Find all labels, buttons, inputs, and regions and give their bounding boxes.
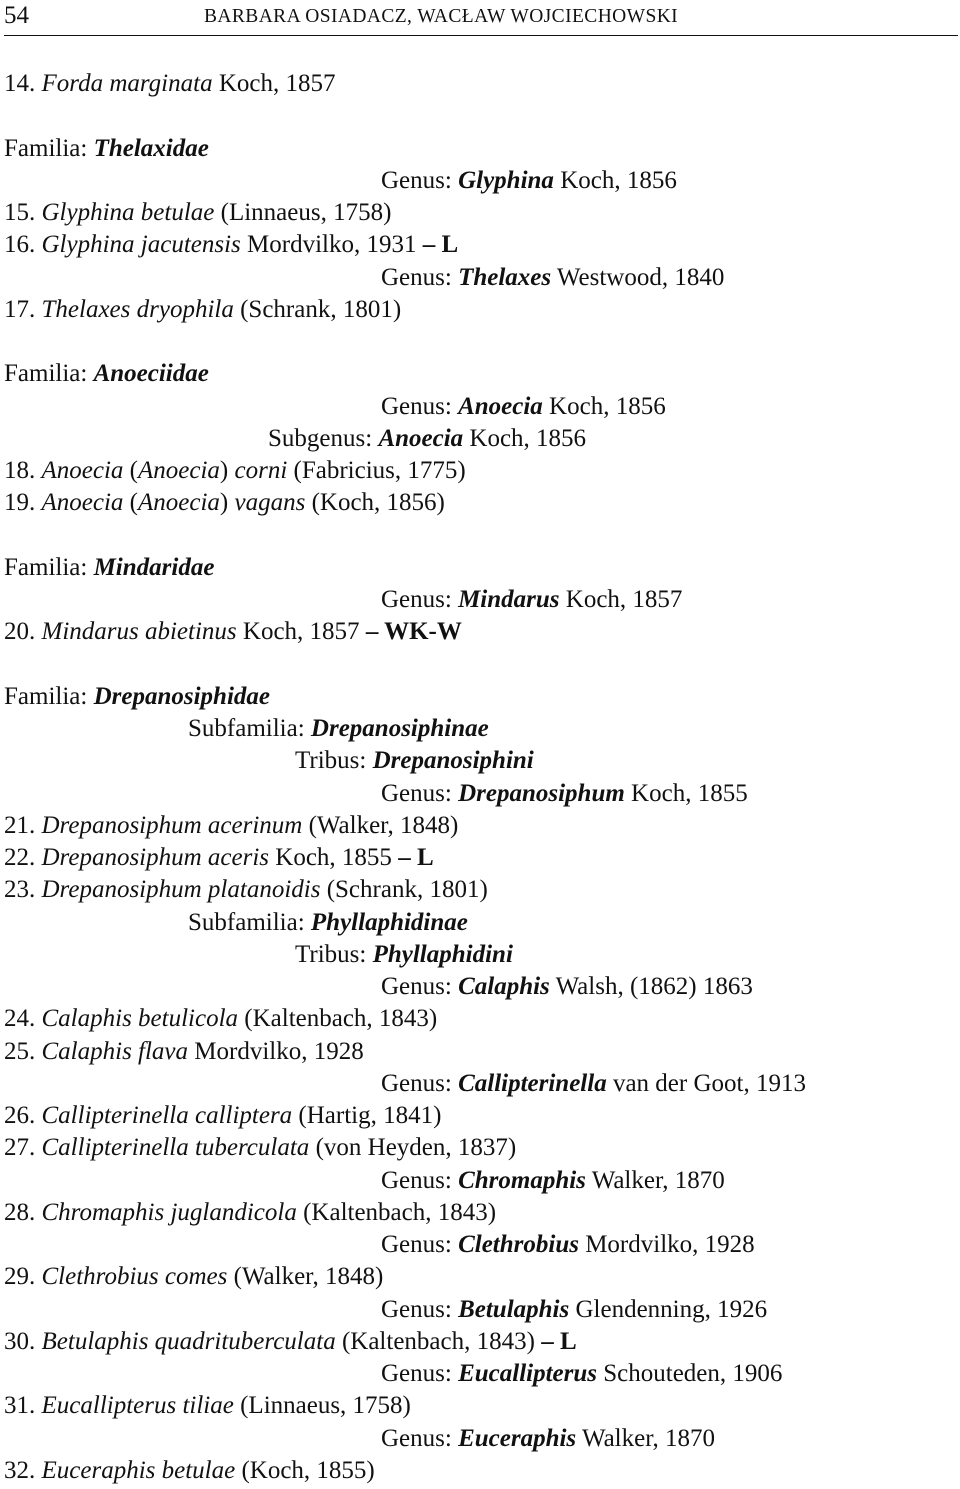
text-run: ) xyxy=(219,489,235,517)
locality-code: – L xyxy=(398,844,434,871)
taxon-name: Calaphis xyxy=(458,973,550,1000)
species-entry xyxy=(4,198,391,228)
text-run: Genus: xyxy=(381,1231,459,1258)
text-run: Koch, 1856 xyxy=(542,392,666,420)
species-entry xyxy=(4,488,445,518)
species-name: Mindarus abietinus xyxy=(41,618,237,646)
species-name: Anoecia xyxy=(41,457,124,484)
text-run: Genus: xyxy=(381,263,459,291)
text-run: Schouteden, 1906 xyxy=(597,1360,783,1387)
taxon-name: Thelaxidae xyxy=(93,134,209,162)
taxon-name: Anoecia xyxy=(458,392,543,420)
species-entry xyxy=(4,1198,496,1228)
text-run: Koch, 1855 xyxy=(624,779,748,807)
genus-heading xyxy=(381,166,677,196)
text-run: 15. xyxy=(4,199,42,226)
text-run: Mordvilko, 1928 xyxy=(578,1231,755,1258)
species-name: Anoecia xyxy=(138,457,220,484)
text-run: (Schrank, 1801) xyxy=(233,295,402,323)
text-run: 16. xyxy=(4,231,42,259)
text-run: 32. xyxy=(4,1456,42,1484)
text-run: Genus: xyxy=(381,392,459,420)
text-run: Mordvilko, 1928 xyxy=(188,1037,364,1065)
taxon-name: Euceraphis xyxy=(458,1424,577,1452)
text-run: Walsh, (1862) 1863 xyxy=(549,973,753,1000)
species-entry xyxy=(4,1133,516,1163)
species-name: corni xyxy=(234,457,288,484)
taxon-name: Mindarus xyxy=(458,586,560,613)
species-name: Clethrobius comes xyxy=(41,1263,228,1291)
species-entry xyxy=(4,875,488,905)
text-run: 29. xyxy=(4,1263,42,1291)
text-run: 28. xyxy=(4,1198,42,1226)
taxon-name: Drepanosiphum xyxy=(458,779,625,807)
text-run: (Walker, 1848) xyxy=(227,1263,384,1291)
genus-heading xyxy=(381,1166,725,1196)
taxon-name: Phyllaphidini xyxy=(372,940,513,968)
text-run: (Koch, 1856) xyxy=(305,489,445,517)
species-name: Chromaphis juglandicola xyxy=(41,1198,297,1226)
species-name: Drepanosiphum acerinum xyxy=(41,811,303,839)
text-run: Genus: xyxy=(381,779,459,807)
text-run: 25. xyxy=(4,1037,42,1065)
text-run: Westwood, 1840 xyxy=(551,263,725,291)
locality-code: – L xyxy=(422,231,459,259)
text-run: (Koch, 1855) xyxy=(235,1456,375,1484)
genus-heading xyxy=(381,1295,767,1325)
taxon-name: Betulaphis xyxy=(458,1295,570,1323)
species-entry xyxy=(4,1327,577,1357)
species-entry xyxy=(4,1037,364,1067)
species-entry xyxy=(4,230,458,260)
text-run: Tribus: xyxy=(295,747,373,775)
subfamilia-heading xyxy=(188,908,468,938)
text-run: (Walker, 1848) xyxy=(302,811,459,839)
species-entry xyxy=(4,456,466,486)
text-run: (Linnaeus, 1758) xyxy=(233,1392,411,1420)
text-run: Genus: xyxy=(381,166,459,194)
species-entry xyxy=(4,843,434,873)
genus-heading xyxy=(381,779,748,809)
text-run: Genus: xyxy=(381,586,459,613)
text-run: Glendenning, 1926 xyxy=(569,1295,768,1323)
text-run: 20. xyxy=(4,618,42,646)
text-run: 24. xyxy=(4,1005,42,1033)
text-run: Subfamilia: xyxy=(188,908,311,936)
species-entry xyxy=(4,1101,441,1131)
species-name: vagans xyxy=(234,489,306,517)
text-run: Genus: xyxy=(381,1166,459,1194)
locality-code: – L xyxy=(541,1327,577,1355)
species-name: Drepanosiphum aceris xyxy=(41,844,270,871)
taxon-name: Phyllaphidinae xyxy=(310,908,468,936)
species-entry xyxy=(4,811,458,841)
species-entry xyxy=(4,1262,383,1292)
text-run: Koch, 1856 xyxy=(463,424,587,452)
text-run: ) xyxy=(219,457,235,484)
text-run: (Schrank, 1801) xyxy=(320,876,488,904)
text-run: Familia: xyxy=(4,553,94,581)
tribus-heading xyxy=(295,746,534,776)
text-run: Genus: xyxy=(381,1069,459,1097)
familia-heading xyxy=(4,359,209,389)
species-name: Betulaphis quadrituberculata xyxy=(41,1327,336,1355)
text-run: Familia: xyxy=(4,682,94,710)
species-name: Thelaxes dryophila xyxy=(41,295,234,323)
taxon-name: Anoeciidae xyxy=(93,360,209,388)
text-run: Genus: xyxy=(381,1424,459,1452)
species-name: Glyphina betulae xyxy=(41,199,215,226)
taxon-name: Eucallipterus xyxy=(458,1360,597,1387)
locality-code: – WK-W xyxy=(365,618,462,646)
familia-heading xyxy=(4,553,214,583)
species-name: Calaphis flava xyxy=(41,1037,189,1065)
familia-heading xyxy=(4,134,209,164)
genus-heading xyxy=(381,1359,782,1389)
text-run: 30. xyxy=(4,1327,42,1355)
text-run: (Kaltenbach, 1843) xyxy=(296,1198,497,1226)
text-run: Koch, 1857 xyxy=(559,586,683,613)
genus-heading xyxy=(381,392,666,422)
species-name: Callipterinella tuberculata xyxy=(41,1134,310,1162)
text-run: 27. xyxy=(4,1134,42,1162)
text-run: (Kaltenbach, 1843) xyxy=(238,1005,438,1033)
genus-heading xyxy=(381,585,682,615)
species-name: Drepanosiphum platanoidis xyxy=(41,876,321,904)
species-entry xyxy=(4,1456,375,1486)
text-run: 21. xyxy=(4,811,42,839)
text-run: 31. xyxy=(4,1392,42,1420)
species-entry xyxy=(4,69,335,99)
species-entry xyxy=(4,1004,437,1034)
text-run: ( xyxy=(123,489,138,517)
text-run: Walker, 1870 xyxy=(585,1166,725,1194)
text-run: (Linnaeus, 1758) xyxy=(214,199,392,226)
text-run: Familia: xyxy=(4,134,94,162)
taxon-name: Glyphina xyxy=(458,166,554,194)
text-run: Tribus: xyxy=(295,940,373,968)
text-run: Subgenus: xyxy=(268,424,379,452)
text-run: 14. xyxy=(4,70,42,97)
text-run: (Fabricius, 1775) xyxy=(287,457,466,484)
genus-heading xyxy=(381,1424,715,1454)
text-run: (Hartig, 1841) xyxy=(292,1102,442,1129)
text-run: Koch, 1856 xyxy=(553,166,677,194)
text-run: van der Goot, 1913 xyxy=(606,1069,806,1097)
genus-heading xyxy=(381,972,753,1002)
taxon-name: Drepanosiphidae xyxy=(93,682,270,710)
species-name: Callipterinella calliptera xyxy=(41,1102,293,1129)
subgenus-heading xyxy=(268,424,586,454)
species-entry xyxy=(4,617,462,647)
text-run: 19. xyxy=(4,489,42,517)
taxon-name: Chromaphis xyxy=(458,1166,586,1194)
genus-heading xyxy=(381,263,724,293)
page-number: 54 xyxy=(4,2,29,29)
taxon-name: Drepanosiphini xyxy=(372,747,534,775)
species-name: Forda marginata xyxy=(41,70,213,97)
text-run: 26. xyxy=(4,1102,42,1129)
text-run: (Kaltenbach, 1843) xyxy=(335,1327,542,1355)
running-head-authors: BARBARA OSIADACZ, WACŁAW WOJCIECHOWSKI xyxy=(204,6,679,27)
text-run: 18. xyxy=(4,457,42,484)
taxon-name: Callipterinella xyxy=(458,1069,607,1097)
species-name: Anoecia xyxy=(138,489,220,517)
species-name: Glyphina jacutensis xyxy=(41,231,241,259)
text-run: Koch, 1855 xyxy=(269,844,399,871)
text-run: Koch, 1857 xyxy=(236,618,366,646)
text-run: Walker, 1870 xyxy=(576,1424,716,1452)
text-run: 17. xyxy=(4,295,42,323)
text-run: 23. xyxy=(4,876,42,904)
text-run: Subfamilia: xyxy=(188,715,311,742)
taxon-name: Drepanosiphinae xyxy=(310,715,489,742)
text-run: 22. xyxy=(4,844,42,871)
genus-heading xyxy=(381,1230,755,1260)
tribus-heading xyxy=(295,940,513,970)
text-run: Genus: xyxy=(381,1295,459,1323)
taxon-name: Clethrobius xyxy=(458,1231,579,1258)
familia-heading xyxy=(4,682,270,712)
species-name: Calaphis betulicola xyxy=(41,1005,239,1033)
taxon-name: Anoecia xyxy=(378,424,464,452)
subfamilia-heading xyxy=(188,714,489,744)
text-run: Familia: xyxy=(4,360,94,388)
species-name: Anoecia xyxy=(41,489,124,517)
text-run: Koch, 1857 xyxy=(212,70,336,97)
species-name: Euceraphis betulae xyxy=(41,1456,236,1484)
text-run: Genus: xyxy=(381,1360,459,1387)
species-name: Eucallipterus tiliae xyxy=(41,1392,234,1420)
text-run: Genus: xyxy=(381,973,459,1000)
text-run: Mordvilko, 1931 xyxy=(240,231,423,259)
taxon-name: Mindaridae xyxy=(93,553,215,581)
text-run: (von Heyden, 1837) xyxy=(309,1134,517,1162)
species-entry xyxy=(4,1391,411,1421)
species-entry xyxy=(4,295,401,325)
genus-heading xyxy=(381,1069,806,1099)
taxon-name: Thelaxes xyxy=(458,263,552,291)
text-run: ( xyxy=(123,457,138,484)
